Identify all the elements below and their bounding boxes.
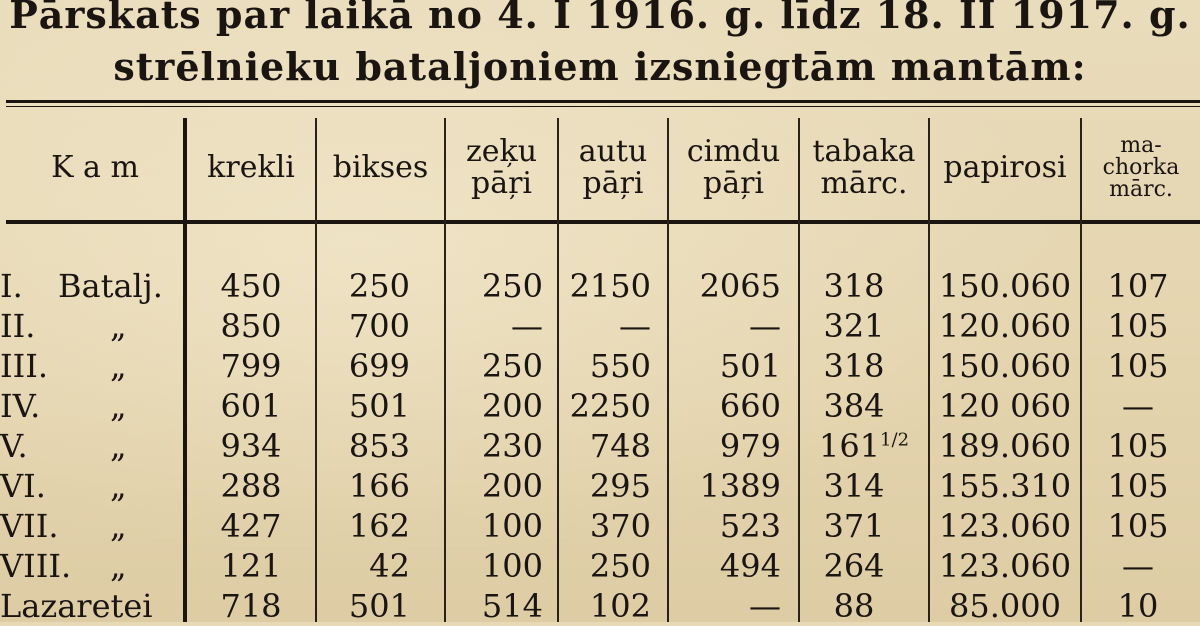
cell-cimdu: 523	[719, 507, 781, 545]
cell-machorka: 105	[1107, 467, 1169, 505]
top-rule-thin	[6, 106, 1200, 107]
cell-bikses: 699	[348, 347, 410, 385]
cell-machorka: —	[1122, 387, 1154, 425]
cell-tabaka: 318	[823, 267, 885, 305]
cell-machorka: 107	[1107, 267, 1169, 305]
header-bikses	[317, 118, 444, 218]
cell-krekli: 934	[220, 427, 282, 465]
cell-papirosi: 123.060	[938, 507, 1072, 545]
header-label-line2: pāŗi	[582, 166, 644, 201]
row-name: „	[110, 347, 127, 385]
cell-krekli: 288	[220, 467, 282, 505]
cell-krekli: 121	[220, 547, 282, 585]
header-label-line1: tabaka	[812, 134, 916, 169]
row-number: VI.	[0, 467, 46, 505]
row-number: IV.	[0, 387, 41, 425]
row-name: „	[110, 307, 127, 345]
cell-papirosi: 155.310	[938, 467, 1072, 505]
cell-cimdu: —	[749, 587, 781, 625]
cell-autu: 102	[589, 587, 651, 625]
header-label-line2: pāŗi	[470, 166, 533, 201]
header-label: K a m	[51, 150, 139, 185]
row-number: III.	[0, 347, 49, 385]
cell-autu: 370	[589, 507, 651, 545]
table-row	[0, 546, 1200, 586]
cell-zeku: 250	[481, 267, 543, 305]
cell-papirosi: 189.060	[938, 427, 1072, 465]
cell-papirosi: 150.060	[938, 347, 1072, 385]
cell-bikses: 250	[348, 267, 410, 305]
cell-autu: 2150	[569, 267, 651, 305]
cell-papirosi: 120.060	[938, 307, 1072, 345]
cell-bikses: 501	[348, 387, 410, 425]
header-label-line3: mārc.	[1109, 177, 1173, 202]
table-row	[0, 346, 1200, 386]
cell-tabaka: 371	[823, 507, 885, 545]
cell-cimdu: 501	[719, 347, 781, 385]
cell-krekli: 427	[220, 507, 282, 545]
cell-machorka: —	[1122, 547, 1154, 585]
row-name: „	[110, 547, 127, 585]
header-label-line2: mārc.	[820, 166, 908, 201]
cell-machorka: 105	[1107, 427, 1169, 465]
cell-zeku: 200	[481, 387, 543, 425]
row-name: Batalj.	[58, 267, 163, 305]
cell-krekli: 601	[220, 387, 282, 425]
header-label-line1: cimdu	[686, 134, 781, 169]
cell-tabaka: 321	[823, 307, 885, 345]
row-number: II.	[0, 307, 36, 345]
cell-autu: —	[619, 307, 651, 345]
top-rule	[6, 100, 1200, 103]
header-papirosi	[930, 118, 1080, 218]
cell-cimdu: 2065	[699, 267, 781, 305]
cell-krekli: 799	[220, 347, 282, 385]
cell-autu: 295	[589, 467, 651, 505]
cell-machorka: 105	[1107, 347, 1169, 385]
cell-autu: 250	[589, 547, 651, 585]
header-label: krekli	[207, 150, 295, 185]
header-label-line1: ma-	[1120, 133, 1162, 158]
cell-autu: 550	[589, 347, 651, 385]
cell-zeku: 100	[481, 547, 543, 585]
document-subtitle: strēlnieku bataljoniem izsniegtām mantām:	[113, 44, 1087, 89]
table-row	[0, 586, 1200, 626]
row-name: „	[110, 467, 127, 505]
table-row	[0, 386, 1200, 426]
row-name: „	[110, 427, 127, 465]
cell-zeku: 200	[481, 467, 543, 505]
cell-bikses: 42	[369, 547, 410, 585]
cell-bikses: 853	[348, 427, 410, 465]
cell-machorka: 105	[1107, 507, 1169, 545]
tabaka-fraction: 1/2	[880, 429, 910, 451]
cell-tabaka: 264	[823, 547, 885, 585]
header-kam	[10, 118, 180, 218]
header-label-line1: zeķu	[465, 134, 538, 169]
cell-zeku: 100	[481, 507, 543, 545]
cell-papirosi: 85.000	[949, 587, 1061, 625]
table-row	[0, 466, 1200, 506]
cell-zeku: 250	[481, 347, 543, 385]
cell-cimdu: 979	[719, 427, 781, 465]
row-name: „	[110, 387, 127, 425]
row-number: I.	[0, 267, 23, 305]
header-tabaka	[800, 118, 928, 218]
cell-cimdu: 660	[719, 387, 781, 425]
cell-autu: 748	[589, 427, 651, 465]
header-label-line1: autu	[578, 134, 648, 169]
cell-bikses: 166	[348, 467, 410, 505]
cell-krekli: 450	[220, 267, 282, 305]
cell-cimdu: 1389	[699, 467, 781, 505]
cell-cimdu: 494	[719, 547, 781, 585]
cell-papirosi: 120 060	[938, 387, 1072, 425]
cell-tabaka: 314	[823, 467, 885, 505]
table-row	[0, 306, 1200, 346]
cell-machorka: 10	[1117, 587, 1159, 625]
row-number: Lazaretei	[0, 587, 153, 625]
cell-bikses: 501	[348, 587, 410, 625]
header-krekli	[187, 118, 315, 218]
cell-tabaka: 318	[823, 347, 885, 385]
cell-tabaka: 384	[823, 387, 885, 425]
cell-bikses: 162	[348, 507, 410, 545]
cell-zeku: —	[511, 307, 543, 345]
header-zeku	[446, 118, 557, 218]
header-cimdu	[669, 118, 798, 218]
row-number: VII.	[0, 507, 59, 545]
document-title: Pārskats par laikā no 4. I 1916. g. līdz 18. II 1917. g.	[9, 0, 1191, 37]
row-name: „	[110, 507, 127, 545]
header-label: papirosi	[943, 150, 1067, 185]
cell-machorka: 105	[1107, 307, 1169, 345]
tabaka-whole: 161	[818, 427, 881, 465]
header-label-line2: pāŗi	[702, 166, 765, 201]
table-row	[0, 506, 1200, 546]
header-label: bikses	[332, 150, 429, 185]
cell-autu: 2250	[569, 387, 651, 425]
cell-papirosi: 123.060	[938, 547, 1072, 585]
header-label-line2: chorka	[1102, 155, 1180, 180]
cell-bikses: 700	[348, 307, 410, 345]
cell-zeku: 514	[481, 587, 543, 625]
cell-papirosi: 150.060	[938, 267, 1072, 305]
row-number: VIII.	[0, 547, 72, 585]
table-row	[0, 426, 1200, 466]
header-machorka	[1082, 118, 1200, 218]
cell-tabaka	[800, 426, 928, 466]
cell-krekli: 850	[220, 307, 282, 345]
cell-cimdu: —	[749, 307, 781, 345]
row-number: V.	[0, 427, 28, 465]
cell-tabaka: 88	[833, 587, 875, 625]
cell-krekli: 718	[220, 587, 282, 625]
header-autu	[559, 118, 667, 218]
cell-zeku: 230	[481, 427, 543, 465]
table-row	[0, 266, 1200, 306]
